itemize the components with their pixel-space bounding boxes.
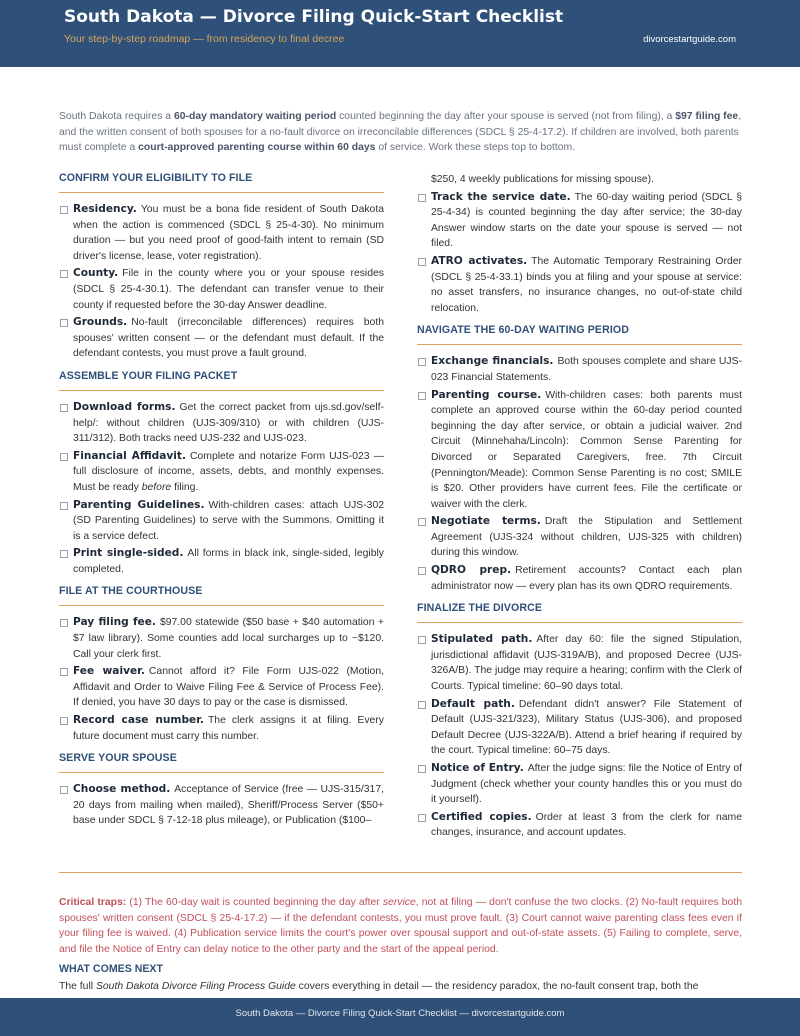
checklist-item[interactable] — [59, 202, 384, 264]
checklist-item[interactable] — [59, 782, 384, 829]
item-label: Pay filing fee. — [73, 616, 156, 629]
item-text: Get the correct packet from ujs.sd.gov/self-help/: without children (UJS-309/310) or with children (UJS-311/312). Both tracks need UJS-232 and UJS-023. — [73, 401, 384, 445]
checkbox-icon[interactable] — [60, 717, 68, 725]
guide-title: South Dakota Divorce Filing Process Guide — [95, 981, 296, 992]
item-text: Both spouses complete and share UJS-023 Financial Statements. — [431, 356, 742, 383]
checklist-item[interactable] — [59, 315, 384, 362]
checklist-item[interactable] — [59, 546, 384, 577]
section-title-waiting: NAVIGATE THE 60-DAY WAITING PERIOD — [417, 324, 742, 345]
intro-bold-course: court-approved parenting course within 60 days — [138, 142, 376, 154]
checkbox-icon[interactable] — [418, 518, 426, 526]
item-label: Notice of Entry. — [431, 762, 524, 774]
checkbox-icon[interactable] — [418, 765, 426, 773]
page-header — [0, 0, 800, 67]
intro-bold-waiting: 60-day mandatory waiting period — [173, 111, 337, 122]
checklist-item[interactable] — [417, 514, 742, 561]
site-name: divorcestartguide.com — [643, 34, 736, 45]
item-label: Financial Affidavit. — [73, 449, 186, 462]
checkbox-icon[interactable] — [418, 814, 426, 822]
traps-text: (1) The 60-day wait is counted beginning the day after — [126, 897, 383, 908]
item-label: Print single-sided. — [73, 547, 184, 560]
item-text: You must be a bona fide resident of South Dakota when the action is commenced (SDCL § 25-4-30). No minimum duration — but you need proof of good-faith intent to remain (SD driver's license, lease, voter registration). — [73, 204, 384, 262]
item-label: Grounds. — [73, 316, 128, 329]
item-text: Order at least 3 from the clerk for name changes, insurance, and account updates. — [431, 811, 742, 839]
checkbox-icon[interactable] — [60, 550, 68, 558]
checkbox-icon[interactable] — [60, 404, 68, 412]
checklist-item[interactable] — [417, 697, 742, 759]
checklist-item[interactable] — [59, 266, 384, 313]
checkbox-icon[interactable] — [418, 636, 426, 644]
item-label: Stipulated path. — [431, 633, 533, 646]
checklist-item[interactable] — [59, 713, 384, 744]
checklist-item[interactable] — [59, 664, 384, 711]
item-label: ATRO activates. — [431, 254, 528, 267]
checkbox-icon[interactable] — [418, 701, 426, 709]
checklist-item[interactable] — [59, 498, 384, 545]
intro-bold-fee: $97 filing fee — [675, 111, 739, 122]
item-label: Record case number. — [73, 714, 204, 727]
footer-text: South Dakota — Divorce Filing Quick-Start Checklist — divorcestartguide.com — [235, 1008, 565, 1019]
checklist-item[interactable] — [417, 563, 742, 594]
checkbox-icon[interactable] — [418, 194, 426, 202]
checkbox-icon[interactable] — [60, 206, 68, 214]
item-text: After day 60: file the signed Stipulation, jurisdictional affidavit (UJS-319A/B), and proposed Decree (UJS-326A/B). The judge may require a hearing; confirm with the Clerk of Courts. Typical timeline: 60–90 days total. — [431, 634, 742, 693]
item-text: Complete and notarize Form UJS-023 — full disclosure of income, assets, debts, and monthly expenses. Must be ready — [73, 450, 384, 493]
what-comes-next-text — [59, 979, 742, 996]
checkbox-icon[interactable] — [60, 270, 68, 278]
item-text: Retirement accounts? Contact each plan administrator now — every plan has its own QDRO requirements. — [431, 565, 742, 592]
intro-paragraph — [59, 109, 742, 156]
section-divider — [59, 872, 742, 873]
right-column — [417, 172, 742, 843]
item-text: The clerk assigns it at filing. Every future document must carry this number. — [73, 715, 384, 742]
item-text: The Automatic Temporary Restraining Order (SDCL § 25-4-33.1) binds you at filing and your spouse at service: no asset transfers, no insurance changes, no out-of-state child relocation. — [431, 255, 742, 314]
item-label: Negotiate terms. — [431, 515, 541, 528]
item-text: Defendant didn't answer? File Statement of Default (UJS-321/323), Military Status (UJS-306), and proposed Default Decree (UJS-322A/B). Attend a brief hearing if required by the court. Typical timeline: 60–75 days. — [431, 698, 742, 757]
critical-traps-paragraph — [59, 895, 742, 957]
section-title-serve: SERVE YOUR SPOUSE — [59, 752, 384, 773]
item-label: Certified copies. — [431, 810, 532, 823]
checklist-item[interactable] — [417, 810, 742, 841]
item-label: QDRO prep. — [431, 564, 512, 577]
item-text: With-children cases: both parents must complete an approved course within the 60-day period counted beginning the day after service, or obtain a judicial waiver. 2nd Circuit (Minnehaha/Lincoln): Common Sense Parenting for Divorced or Separated Caregivers, free. 7th Circuit (Pennington/Meade): Common Sense Parenting is no cost; SMILE is $20. Other providers have current fees. File the certificate or waiver with the clerk. — [431, 389, 742, 510]
what-comes-next-title: WHAT COMES NEXT — [59, 963, 163, 975]
traps-label: Critical traps: — [59, 897, 127, 908]
section-title-finalize: FINALIZE THE DIVORCE — [417, 602, 742, 623]
item-label: Download forms. — [73, 400, 176, 413]
traps-emphasis: service — [382, 897, 416, 908]
item-label: Fee waiver. — [73, 665, 145, 678]
page-footer — [0, 998, 800, 1036]
item-text: $97.00 statewide ($50 base + $40 automation + $7 law library). Some counties add local surcharges up to ~$120. Call your clerk first. — [73, 617, 384, 660]
checkbox-icon[interactable] — [60, 502, 68, 510]
checklist-item[interactable] — [417, 632, 742, 694]
item-label: Default path. — [431, 697, 515, 710]
checklist-item[interactable] — [417, 388, 742, 513]
item-text: filing. — [171, 481, 199, 493]
checklist-item[interactable] — [59, 615, 384, 662]
item-label: Choose method. — [73, 783, 171, 796]
section-title-packet: ASSEMBLE YOUR FILING PACKET — [59, 370, 384, 391]
traps-text: , not at filing — don't confuse the two clocks. (2) No-fault requires both spouses' written consent (SDCL § 25-4-17.2) — if the defendant contests, you must prove fault. (3) Court cannot waive parenting class fees even if your filing fee is waived. (4) Publication service limits the court's power over spousal support and out-of-state assets. (5) Failing to complete, serve, and file the Notice of Entry can delay notice to the other party and the start of the appeal period. — [59, 897, 742, 955]
item-text: The 60-day waiting period (SDCL § 25-4-34) is counted beginning the day after service; the 30-day Answer window starts on the date your spouse is served — not filed. — [431, 191, 742, 250]
checkbox-icon[interactable] — [60, 619, 68, 627]
item-text: Draft the Stipulation and Settlement Agreement (UJS-324 without children, UJS-325 with children) during this window. — [431, 516, 742, 559]
item-continuation: $250, 4 weekly publications for missing spouse). — [431, 174, 654, 185]
left-column — [59, 172, 384, 831]
item-text: Cannot afford it? File Form UJS-022 (Motion, Affidavit and Order to Waive Filing Fee & Service of Process Fee). If denied, you have 30 days to pay or the case is dismissed. — [73, 666, 384, 709]
next-text: covers everything in detail — the residency paradox, the no-fault consent trap, both the — [295, 981, 699, 992]
checklist-item[interactable] — [417, 761, 742, 808]
next-text: The full — [59, 981, 96, 992]
item-text: File in the county where you or your spouse resides (SDCL § 25-4-30.1). The defendant can transfer venue to their county if requested before the 30-day Answer deadline. — [73, 268, 384, 311]
checkbox-icon[interactable] — [418, 258, 426, 266]
checkbox-icon[interactable] — [60, 786, 68, 794]
section-title-eligibility: CONFIRM YOUR ELIGIBILITY TO FILE — [59, 172, 384, 193]
item-text: No-fault (irreconcilable differences) requires both spouses' written consent — or the defendant must default. If the defendant contests, you must prove a fault ground. — [73, 317, 384, 360]
checklist-item[interactable] — [59, 400, 384, 447]
intro-text: counted beginning the day after your spouse is served (not from filing), a — [336, 111, 676, 122]
item-text: With-children cases: attach UJS-302 (SD Parenting Guidelines) to serve with the Summons. Omitting it is a service defect. — [73, 499, 385, 542]
item-label: County. — [73, 267, 119, 280]
checkbox-icon[interactable] — [418, 392, 426, 400]
section-title-courthouse: FILE AT THE COURTHOUSE — [59, 585, 384, 606]
page-subtitle: Your step-by-step roadmap — from residency to final decree — [64, 33, 345, 45]
checklist-item[interactable] — [417, 254, 742, 316]
intro-text: , and the written consent of both spouses for a no-fault divorce on irreconcilable differences (SDCL § 25-4-17.2). If children are involved, both parents must complete a — [59, 111, 742, 154]
item-text: All forms in black ink, single-sided, legibly completed. — [73, 548, 384, 575]
intro-text: South Dakota requires a — [59, 111, 174, 122]
item-label: Track the service date. — [431, 190, 571, 203]
item-label: Parenting course. — [431, 388, 542, 401]
checkbox-icon[interactable] — [418, 567, 426, 575]
item-emphasis: before — [141, 481, 172, 493]
checkbox-icon[interactable] — [418, 358, 426, 366]
checklist-item[interactable] — [59, 449, 384, 496]
page-title: South Dakota — Divorce Filing Quick-Start Checklist — [64, 7, 564, 27]
item-text: Acceptance of Service (free — UJS-315/317, 20 days from mailing when mailed), Sheriff/Process Server ($50+ base under SDCL § 7-12-18 plus mileage), or Publication ($100– — [73, 784, 384, 827]
item-label: Parenting Guidelines. — [73, 498, 205, 511]
checkbox-icon[interactable] — [60, 453, 68, 461]
checklist-item[interactable] — [417, 354, 742, 385]
checkbox-icon[interactable] — [60, 668, 68, 676]
item-label: Exchange financials. — [431, 355, 554, 368]
checkbox-icon[interactable] — [60, 319, 68, 327]
checklist-item[interactable] — [417, 190, 742, 252]
item-label: Residency. — [73, 203, 137, 215]
intro-text: of service. Work these steps top to bottom. — [375, 142, 576, 154]
item-text: After the judge signs: file the Notice of Entry of Judgment (check whether your county handles this or you must do it yourself). — [431, 763, 743, 806]
